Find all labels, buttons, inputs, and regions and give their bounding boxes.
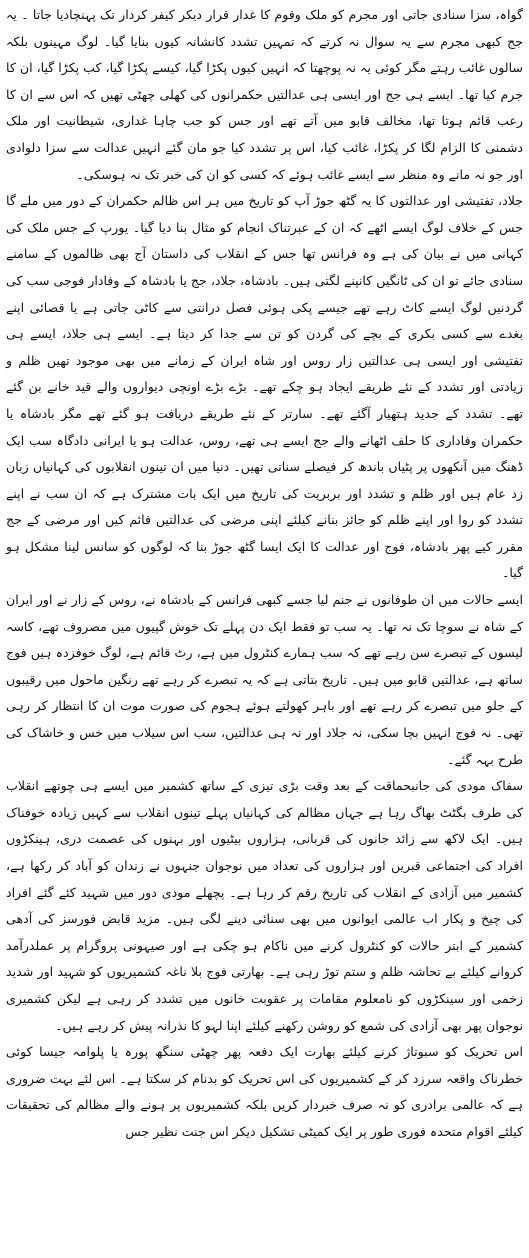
article-paragraph-4: سفاک مودی کی جانبحماقت کے بعد وقت بڑی تیزی کے ساتھ کشمیر میں ایسے ہی چوتھے انقلاب کی طرف بگٹٹ بھاگ رہا ہے جہاں مظالم کی کہانیاں پہلے تینوں انقلاب سے کہیں زیادہ خوفناک ہیں۔ ایک لاکھ سے زائد جانوں کی قربانی، ہزاروں بیٹیوں اور بہنوں کی عصمت دری، ہینکڑوں افراد کی اجتماعی قبریں اور ہزاروں کی تعداد میں نوجوان جنہوں نے زندان کو آباد کر رکھا ہے، کشمیر میں آزادی کے انقلاب کی تاریخ رقم کر رہا ہے۔ پچھلے مودی دور میں شہید کئے گئے افراد کی چیخ و پکار اب عالمی ایوانوں میں بھی سنائی دینے لگی ہیں۔ مزید قابض فورسز کی آدھی کشمیر کے ابتر حالات کو کنٹرول کرنے میں ناکام ہو چکی ہے اور صیہونی پروگرام پر عملدرآمد کروانے کیلئے بے تحاشہ ظلم و ستم توڑ رہی ہے۔ بھارتی فوج بلا ناغہ کشمیریوں کو شہید اور شدید زخمی اور سینکڑوں کو نامعلوم مقامات پر عقوبت خانوں میں تشدد کر رہی ہے لیکن کشمیری نوجوان پھر بھی آزادی کی شمع کو روشن رکھنے کیلئے اپنا لہو کا نذرانہ پیش کر رہے ہیں۔: [6, 778, 523, 1033]
article-paragraph-1: گواہ، سزا سنادی جاتی اور مجرم کو ملک وقوم کا غدار قرار دیکر کیفر کردار تک پہنچادیا جاتا ۔ یہ جج کبھی مجرم سے یہ سوال نہ کرتے کہ تمہیں تشدد کانشانہ کیوں بنایا گیا۔ لوگ مہینوں بلکہ سالوں غائب رہتے مگر کوئی یہ نہ پوچھتا کہ انہیں کیوں پکڑا گیا، کیسے پکڑا گیا، کب پکڑا گیا، ان کا جرم کیا تھا۔ ایسے ہی جج اور ایسی ہی عدالتیں حکمرانوں کی کھلی چھٹی تھیں کہ اس سے ان کا رعب قائم ہوتا تھا، مخالف قابو میں آتے تھے اور جس کو جب چاہا غداری، شیطانیت اور ملک دشمنی کا الزام لگا کر پکڑا، غائب کیا، اس پر تشدد کیا جو مان گئے انہیں عدالت سے سزا دلوادی اور جو نہ مانے وہ منظر سے ایسے غائب ہوئے کہ کسی کو ان کی خبر تک نہ ہوسکی۔: [5, 7, 523, 182]
article-paragraph-3: ایسے حالات میں ان طوفانوں نے جنم لیا جسے کبھی فرانس کے بادشاہ نے، روس کے زار نے اور ایران کے شاہ نے سوچا تک نہ تھا۔ یہ سب تو فقط ایک دن پہلے تک خوش گپیوں میں مصروف تھے، کاسہ لیسوں کے تبصرے سن رہے تھے کہ سب ہمارے کنٹرول میں ہے، رٹ قائم ہے، لوگ خوفزدہ ہیں فوج ساتھ ہے، عدالتیں قابو میں ہیں۔ تاریخ بتاتی ہے کہ یہ تبصرے کر رہے تھے رنگین ماحول میں رقیبوں کے جلو میں تبصرے کر رہے تھے اور باہر کھولتے ہوئے ہجوم کی صورت موت ان کا انتظار کر رہی تھی۔ نہ فوج انہیں بچا سکی، نہ جلاد اور نہ ہی عدالتیں، سب اس سیلاب میں خس و خاشاک کی طرح بہہ گئے۔: [6, 592, 523, 767]
article-paragraph-2: جلاد، تفتیشی اور عدالتوں کا یہ گٹھ جوڑ آپ کو تاریخ میں ہر اس ظالم حکمران کے دور میں ملے گا جس کے خلاف لوگ ایسے اٹھے کہ ان کے عبرتناک انجام کو مثال بنا دیا گیا۔ یورپ کے جس ملک کی کہانی میں نے بیان کی ہے وہ فرانس تھا جس کے انقلاب کی داستان آج بھی ظالموں کے سامنے سنادی جائے تو ان کی ٹانگیں کانپنے لگتی ہیں۔ بادشاہ، جلاد، جج یا بادشاہ کے وفادار فوجی سب کی گردنیں لوگ ایسے کاٹ رہے تھے جیسے پکی ہوئی فصل درانتی سے کاٹی جاتی ہے یا قصائی اپنے بغدے سے کسی بکری کے بچے کی گردن کو تن سے جدا کر دیتا ہے۔ ایسے ہی جلاد، ایسے ہی تفتیشی اور ایسی ہی عدالتیں زار روس اور شاہ ایران کے زمانے میں بھی موجود تھیں ظلم و زیادتی اور تشدد کے نئے طریقے ایجاد ہو چکے تھے۔ بڑے بڑے اونچی دیواروں والے قید خانے بن گئے تھے۔ تشدد کے جدید ہتھیار آگئے تھے۔ سارتر کے نئے طریقے دریافت ہو گئے تھے مگر بادشاہ یا حکمران وفاداری کا حلف اٹھانے والے جج ایسے ہی تھے، روس، عدالت ہو یا ایرانی دادگاہ سب ایک ڈھنگ میں آنکھوں پر پٹیاں باندھ کر فیصلے سناتی تھیں۔ دنیا میں ان تینوں انقلابوں کی کہانیاں زبان زد عام ہیں اور ظلم و تشدد اور بربریت کی تاریخ میں ایک بات مشترک ہے کہ ان سب نے اپنے تشدد کو روا اور اپنے ظلم کو جائز بنانے کیلئے اپنی مرضی کی عدالتیں قائم کیں اور مرضی کے جج مقرر کیے پھر بادشاہ، فوج اور عدالت کا ایک ایسا گٹھ جوڑ بنا کہ لوگوں کو سانس لینا مشکل ہو گیا۔: [6, 193, 523, 581]
article-paragraph-5: اس تحریک کو سبوتاژ کرنے کیلئے بھارت ایک دفعہ پھر چھٹی سنگھ پورہ یا پلوامہ جیسا کوئی خطرناک واقعہ سرزد کر کے کشمیریوں کی اس تحریک کو بدنام کر سکتا ہے۔ اس لئے بہت ضروری ہے کہ عالمی برادری کو نہ صرف خبردار کریں بلکہ کشمیریوں پر ہونے والے مظالم کی تحقیقات کیلئے اقوام متحدہ فوری طور پر ایک کمیٹی تشکیل دیکر اس جنت نظیر جس: [6, 1044, 523, 1139]
